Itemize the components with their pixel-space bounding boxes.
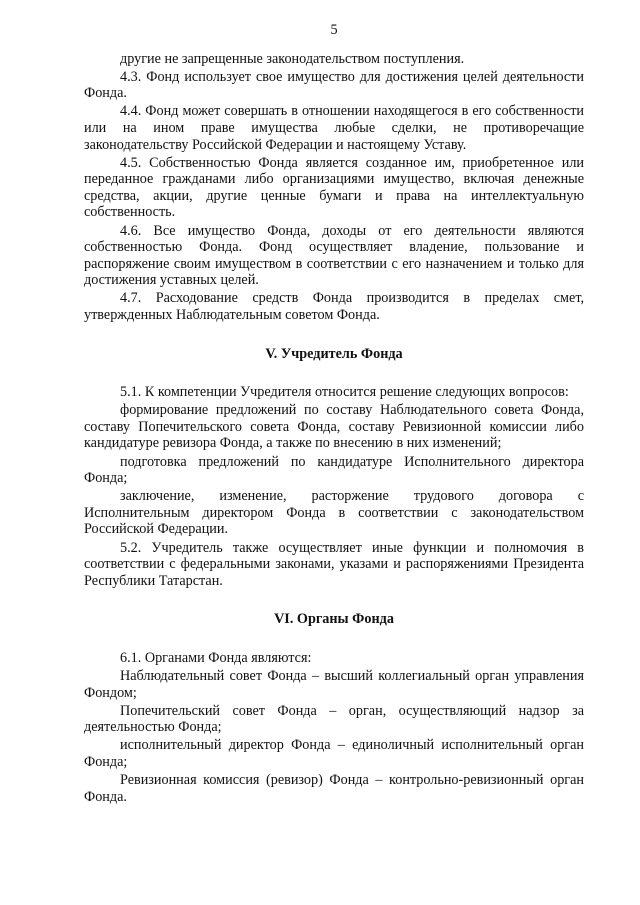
paragraph-4-6: 4.6. Все имущество Фонда, доходы от его деятельности являются собственностью Фонда. Фонд осуществляет владение, пользование и распоряжение своим имуществом в соответствии с его назначением и только для достижения уставных целей. (84, 222, 584, 289)
paragraph-4-4: 4.4. Фонд может совершать в отношении находящегося в его собственности или на ином праве имущества любые сделки, не противоречащие законодательству Российской Федерации и настоящему Уставу. (84, 103, 584, 153)
paragraph-6-1: 6.1. Органами Фонда являются: (120, 649, 312, 666)
section-5-heading: V. Учредитель Фонда (265, 345, 403, 362)
section-6 (84, 650, 584, 805)
paragraph-5-1-item-1: формирование предложений по составу Наблюдательного совета Фонда, составу Попечительского совета Фонда, составу Ревизионной комиссии либо кандидатуре ревизора Фонда, а также по внесению в них изменений; (84, 402, 584, 452)
paragraph-5-2: 5.2. Учредитель также осуществляет иные функции и полномочия в соответствии с федеральными законами, указами и распоряжениями Президента Республики Татарстан. (84, 539, 584, 589)
paragraph-6-1-item-1: Наблюдательный совет Фонда – высший коллегиальный орган управления Фондом; (84, 668, 584, 701)
section-6-heading: VI. Органы Фонда (274, 611, 394, 628)
paragraph-6-1-item-2: Попечительский совет Фонда – орган, осуществляющий надзор за деятельностью Фонда; (84, 702, 584, 736)
paragraph-4-2-tail: другие не запрещенные законодательством поступления. (120, 50, 465, 67)
paragraph-4-5: 4.5. Собственностью Фонда является созданное им, приобретенное или переданное гражданами либо организациями имущество, включая денежные средства, акции, другие ценные бумаги и права на интеллектуальную собственность. (84, 154, 584, 221)
paragraph-5-1: 5.1. К компетенции Учредителя относится решение следующих вопросов: (120, 384, 569, 401)
section-4-continued (84, 51, 584, 324)
paragraph-5-1-item-3: заключение, изменение, расторжение трудового договора с Исполнительным директором Фонда в соответствии с законодательством Российской Федерации. (84, 488, 584, 538)
paragraph-4-7: 4.7. Расходование средств Фонда производится в пределах смет, утвержденных Наблюдательным советом Фонда. (84, 290, 584, 323)
page-number: 5 (330, 22, 338, 38)
paragraph-6-1-item-3: исполнительный директор Фонда – единоличный исполнительный орган Фонда; (84, 737, 584, 770)
section-5 (84, 384, 584, 589)
paragraph-4-3: 4.3. Фонд использует свое имущество для достижения целей деятельности Фонда. (84, 68, 584, 102)
paragraph-5-1-item-2: подготовка предложений по кандидатуре Исполнительного директора Фонда; (84, 453, 584, 487)
paragraph-6-1-item-4: Ревизионная комиссия (ревизор) Фонда – контрольно-ревизионный орган Фонда. (84, 772, 584, 805)
